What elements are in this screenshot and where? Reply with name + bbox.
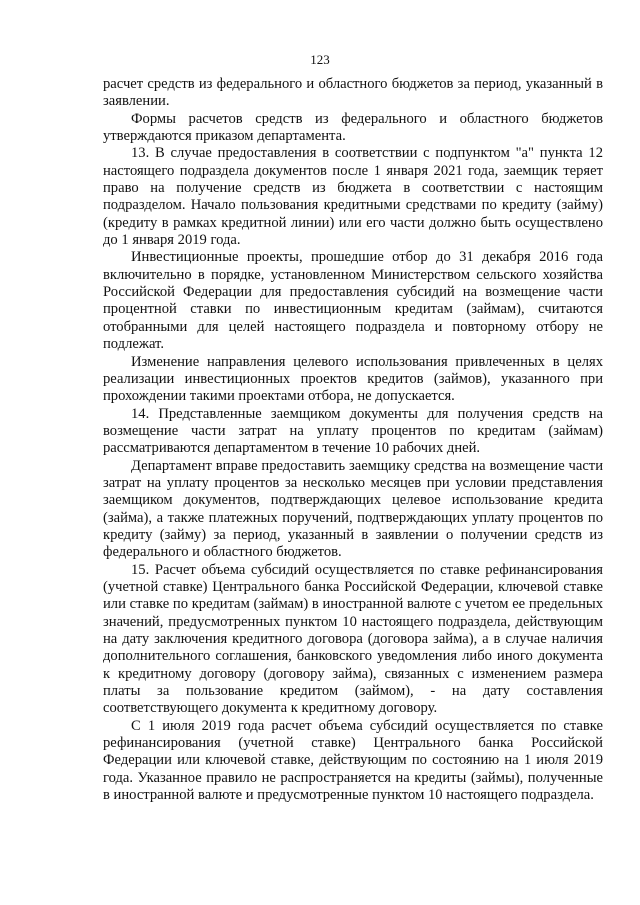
paragraph-clause-15: 15. Расчет объема субсидий осуществляется по ставке рефинансирования (учетной ставке) Центрального банка Российской Федерации, ключевой ставке или ставке по кредитам (займам) в иностранной валюте с учетом ее предельных значений, предусмотренных пунктом 10 настоящего подраздела, действующим на дату заключения кредитного договора (договора займа), а в случае наличия дополнительного соглашения, банковского уведомления либо иного документа к кредитному договору (договору займа), связанных с изменением размера платы за пользование кредитом (займом), - на дату составления соответствующего документа к кредитному договору. [103, 561, 603, 717]
paragraph-budget-calculation-continued: расчет средств из федерального и областного бюджетов за период, указанный в заявлении. [103, 76, 603, 110]
paragraph-department-provision: Департамент вправе предоставить заемщику средства на возмещение части затрат на уплату процентов за несколько месяцев при условии представления заемщиком документов, подтверждающих целевое использование кредита (займа), а также платежных поручений, подтверждающих уплату процентов по кредиту (займу) за период, указанный в заявлении о получении средств из федерального и областного бюджетов. [103, 457, 603, 561]
paragraph-target-use-change: Изменение направления целевого использования привлеченных в целях реализации инвестиционных проектов кредитов (займов), указанного при прохождении такими проектами отбора, не допускается. [103, 353, 603, 405]
paragraph-clause-13: 13. В случае предоставления в соответствии с подпунктом "а" пункта 12 настоящего подраздела документов после 1 января 2021 года, заемщик теряет право на получение средств из бюджета в соответствии с настоящим подразделом. Начало пользования кредитными средствами по кредиту (займу) (кредиту в рамках кредитной линии) или его части должно быть осуществлено до 1 января 2019 года. [103, 145, 603, 249]
paragraph-july-2019-rule: С 1 июля 2019 года расчет объема субсидий осуществляется по ставке рефинансирования (учетной ставке) Центрального банка Российской Федерации или ключевой ставке, действующим по состоянию на 1 июля 2019 года. Указанное правило не распространяется на кредиты (займы), полученные в иностранной валюте и предусмотренные пунктом 10 настоящего подраздела. [103, 717, 603, 804]
page-number: 123 [310, 52, 330, 67]
paragraph-investment-projects: Инвестиционные проекты, прошедшие отбор до 31 декабря 2016 года включительно в порядке, установленном Министерством сельского хозяйства Российской Федерации для предоставления субсидий на возмещение части процентной ставки по инвестиционным кредитам (займам), считаются отобранными для целей настоящего подраздела и повторному отбору не подлежат. [103, 249, 603, 353]
paragraph-clause-14: 14. Представленные заемщиком документы для получения средств на возмещение части затрат на уплату процентов по кредитам (займам) рассматриваются департаментом в течение 10 рабочих дней. [103, 405, 603, 457]
document-body [103, 76, 603, 804]
paragraph-calculation-forms: Формы расчетов средств из федерального и областного бюджетов утверждаются приказом департамента. [103, 110, 603, 145]
